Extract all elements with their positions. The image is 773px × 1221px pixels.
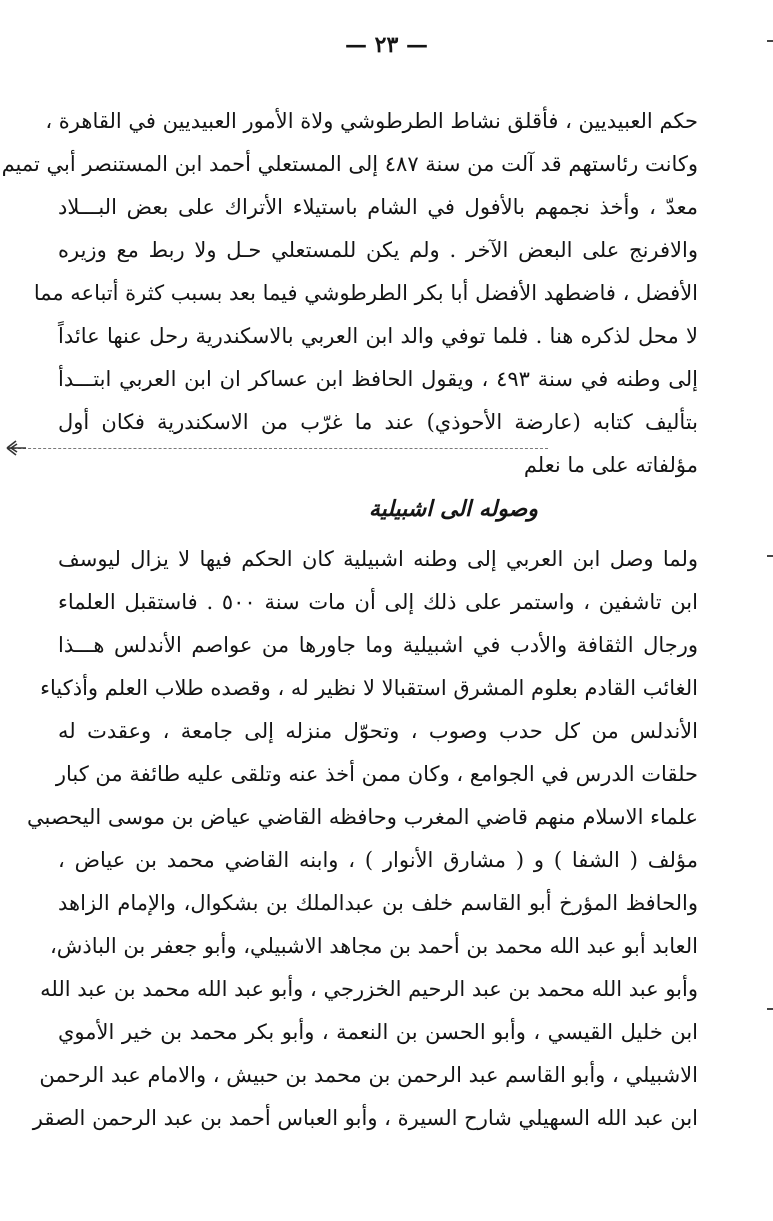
text-line: مؤلف ( الشفا ) و ( مشارق الأنوار ) ، وابنه القاضي محمد بن عياض ،	[58, 848, 698, 872]
text-line: والحافظ المؤرخ أبو القاسم خلف بن عبدالملك بن بشكوال، والإمام الزاهد	[58, 891, 698, 915]
text-line: معدّ ، وأخذ نجمهم بالأفول في الشام باستيلاء الأتراك على بعض البـــلاد	[58, 195, 698, 219]
arrow-left-icon	[4, 436, 28, 460]
text-line: الاشبيلي ، وأبو القاسم عبد الرحمن بن محمد بن حبيش ، والامام عبد الرحمن	[39, 1063, 698, 1087]
text-line: الغائب القادم بعلوم المشرق استقبالا لا نظير له ، وقصده طلاب العلم وأذكياء	[40, 676, 698, 700]
text-line: ولما وصل ابن العربي إلى وطنه اشبيلية كان الحكم فيها لا يزال ليوسف	[58, 547, 698, 571]
text-line: علماء الاسلام منهم قاضي المغرب وحافظه القاضي عياض بن موسى اليحصبي	[27, 805, 698, 829]
text-line: حلقات الدرس في الجوامع ، وكان ممن أخذ عنه وتلقى عليه طائفة من كبار	[55, 762, 698, 786]
text-line: وكانت رئاستهم قد آلت من سنة ٤٨٧ إلى المستعلي أحمد ابن المستنصر أبي تميم	[1, 152, 698, 176]
text-line: وأبو عبد الله محمد بن عبد الرحيم الخزرجي ، وأبو عبد الله محمد بن عبد الله	[40, 977, 698, 1001]
text-line: الأندلس من كل حدب وصوب ، وتحوّل منزله إلى جامعة ، وعقدت له	[58, 719, 698, 743]
scan-edge-mark	[767, 555, 773, 557]
text-line: والافرنج على البعض الآخر . ولم يكن للمستعلي حـل ولا ربط مع وزيره	[58, 238, 698, 262]
text-line: ابن عبد الله السهيلي شارح السيرة ، وأبو العباس أحمد بن عبد الرحمن الصقر	[32, 1106, 698, 1130]
section-heading: وصوله الى اشبيلية	[368, 496, 538, 522]
text-line: إلى وطنه في سنة ٤٩٣ ، ويقول الحافظ ابن عساكر ان ابن العربي ابتـــدأ	[58, 367, 698, 391]
text-line: لا محل لذكره هنا . فلما توفي والد ابن العربي بالاسكندرية رحل عنها عائداً	[58, 324, 698, 348]
scan-edge-mark	[767, 1008, 773, 1010]
text-line: ابن تاشفين ، واستمر على ذلك إلى أن مات سنة ٥٠٠ . فاستقبل العلماء	[58, 590, 698, 614]
text-line: ورجال الثقافة والأدب في اشبيلية وما جاورها من عواصم الأندلس هـــذا	[58, 633, 698, 657]
text-line: الأفضل ، فاضطهد الأفضل أبا بكر الطرطوشي فيما بعد بسبب كثرة أتباعه مما	[33, 281, 698, 305]
text-line: حكم العبيديين ، فأقلق نشاط الطرطوشي ولاة الأمور العبيديين في القاهرة ،	[45, 109, 698, 133]
margin-rule	[8, 448, 548, 450]
text-line: ابن خليل القيسي ، وأبو الحسن بن النعمة ، وأبو بكر محمد بن خير الأموي	[58, 1020, 698, 1044]
text-line: العابد أبو عبد الله محمد بن أحمد بن مجاهد الاشبيلي، وأبو جعفر بن الباذش،	[49, 934, 698, 958]
text-line: مؤلفاته على ما نعلم	[523, 453, 698, 477]
text-line: بتأليف كتابه (عارضة الأحوذي) عند ما غرّب من الاسكندرية فكان أول	[58, 410, 698, 434]
scan-edge-mark	[767, 40, 773, 42]
page-number: — ٢٣ —	[345, 32, 428, 58]
paragraph-1	[1, 100, 698, 487]
paragraph-2	[27, 538, 698, 1140]
